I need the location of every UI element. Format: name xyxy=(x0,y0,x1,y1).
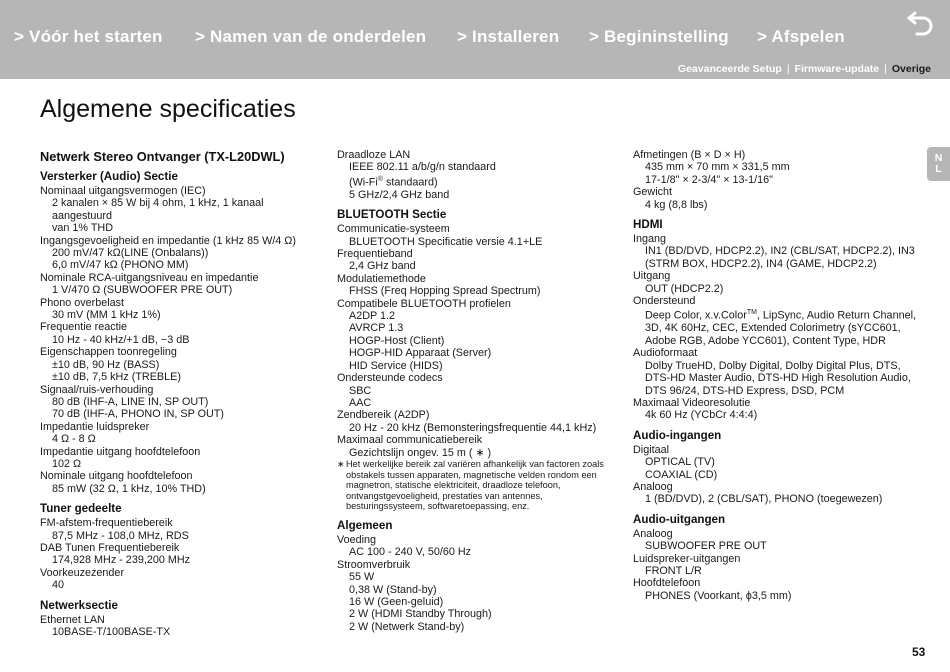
spec-value: FHSS (Freq Hopping Spread Spectrum) xyxy=(349,285,541,298)
spec-value: 16 W (Geen-geluid) xyxy=(349,595,444,608)
spec-value: 102 Ω xyxy=(52,457,82,470)
spec-value xyxy=(633,307,918,322)
product-heading: Netwerk Stereo Ontvanger (TX-L20DWL) xyxy=(40,149,285,164)
spec-value: 3D, 4K 60Hz, CEC, Extended Colorimetry (sYCC601, xyxy=(645,322,901,335)
spec-label: Ondersteund xyxy=(633,295,696,308)
spec-value: 87,5 MHz - 108,0 MHz, RDS xyxy=(52,529,189,542)
spec-column-3 xyxy=(633,149,918,602)
spec-value: IN1 (BD/DVD, HDCP2.2), IN2 (CBL/SAT, HDCP2.2), IN3 xyxy=(645,245,915,258)
spec-value: A2DP 1.2 xyxy=(349,310,396,323)
footnote xyxy=(337,459,622,512)
nav-item-before-start[interactable]: > Vóór het starten xyxy=(14,27,163,46)
spec-value: 4 Ω - 8 Ω xyxy=(52,433,96,446)
spec-value: 30 mV (MM 1 kHz 1%) xyxy=(52,309,161,322)
spec-value-part: , LipSync, Audio Return Channel, xyxy=(756,310,916,323)
spec-column-1 xyxy=(40,149,325,638)
spec-label: Audioformaat xyxy=(633,347,698,360)
spec-value: Dolby TrueHD, Dolby Digital, Dolby Digital Plus, DTS, xyxy=(645,359,901,372)
spec-value: 200 mV/47 kΩ(LINE (Onbalans)) xyxy=(52,247,209,260)
spec-label: Compatibele BLUETOOTH profielen xyxy=(337,297,511,310)
spec-value: OPTICAL (TV) xyxy=(645,456,715,469)
language-tab-letter: N xyxy=(934,152,943,164)
nav-item-part-names[interactable]: > Namen van de onderdelen xyxy=(195,27,427,46)
spec-value: HID Service (HIDS) xyxy=(349,359,443,372)
trademark-mark: TM xyxy=(746,309,757,317)
page-number: 53 xyxy=(912,645,926,659)
spec-label: Maximaal Videoresolutie xyxy=(633,396,751,409)
spec-value: ±10 dB, 90 Hz (BASS) xyxy=(52,358,160,371)
spec-label: Draadloze LAN xyxy=(337,149,411,161)
spec-value: (STRM BOX, HDCP2.2), IN4 (GAME, HDCP2.2) xyxy=(645,257,877,270)
section-heading-amplifier: Versterker (Audio) Sectie xyxy=(40,170,178,183)
nav-item-initial-setup[interactable]: > Begininstelling xyxy=(589,27,729,46)
spec-value: FRONT L/R xyxy=(645,564,702,577)
spec-value: HOGP-HID Apparaat (Server) xyxy=(349,347,492,360)
section-heading-audio-inputs: Audio-ingangen xyxy=(633,428,722,442)
language-tab-nl xyxy=(927,147,950,181)
subnav-advanced-setup[interactable]: Geavanceerde Setup xyxy=(677,63,782,75)
spec-value: SUBWOOFER PRE OUT xyxy=(645,540,767,553)
spec-value: 20 Hz - 20 kHz (Bemonsteringsfrequentie 44,1 kHz) xyxy=(349,421,597,434)
spec-value: 10 Hz - 40 kHz/+1 dB, −3 dB xyxy=(52,333,190,346)
spec-value: 6,0 mV/47 kΩ (PHONO MM) xyxy=(52,259,189,272)
spec-label: DAB Tunen Frequentiebereik xyxy=(40,541,180,554)
subnav-other[interactable]: Overige xyxy=(891,63,931,75)
spec-label: Hoofdtelefoon xyxy=(633,577,701,590)
section-heading-network: Netwerksectie xyxy=(40,598,118,612)
spec-value: OUT (HDCP2.2) xyxy=(645,282,724,295)
section-heading-bluetooth: BLUETOOTH Sectie xyxy=(337,208,447,222)
spec-value-part: (Wi-Fi xyxy=(349,176,378,189)
spec-value: 0,38 W (Stand-by) xyxy=(349,583,437,596)
section-heading-general: Algemeen xyxy=(337,518,393,532)
spec-label: Uitgang xyxy=(633,270,671,283)
spec-label: Phono overbelast xyxy=(40,296,125,309)
spec-label: Ingang xyxy=(633,233,667,246)
spec-label: Zendbereik (A2DP) xyxy=(337,409,430,422)
section-heading-hdmi: HDMI xyxy=(633,218,663,232)
spec-label: Luidspreker-uitgangen xyxy=(633,552,741,565)
spec-value: 2 W (HDMI Standby Through) xyxy=(349,608,492,621)
page-title: Algemene specificaties xyxy=(40,95,296,123)
spec-value: DTS 96/24, DTS-HD Express, DSD, PCM xyxy=(645,384,845,397)
spec-label: Voorkeuzezender xyxy=(40,566,125,579)
spec-label: Signaal/ruis-verhouding xyxy=(40,383,154,396)
spec-label: Impedantie luidspreker xyxy=(40,420,150,433)
spec-value: 80 dB (IHF-A, LINE IN, SP OUT) xyxy=(52,395,209,408)
asterisk: ∗ xyxy=(337,458,345,469)
spec-label: Eigenschappen toonregeling xyxy=(40,346,177,359)
spec-value: 5 GHz/2,4 GHz band xyxy=(349,188,450,201)
spec-label: Impedantie uitgang hoofdtelefoon xyxy=(40,445,201,458)
spec-column-2 xyxy=(337,149,622,633)
spec-label: Nominaal uitgangsvermogen (IEC) xyxy=(40,185,206,197)
spec-value: BLUETOOTH Specificatie versie 4.1+LE xyxy=(349,235,543,248)
subnav-firmware-update[interactable]: Firmware-update xyxy=(794,63,880,75)
spec-label: Communicatie-systeem xyxy=(337,223,450,236)
spec-value: 55 W xyxy=(349,571,375,584)
spec-value: ±10 dB, 7,5 kHz (TREBLE) xyxy=(52,371,181,384)
spec-label: Digitaal xyxy=(633,443,670,456)
spec-label: Analoog xyxy=(633,480,673,493)
spec-value: AC 100 - 240 V, 50/60 Hz xyxy=(349,546,472,559)
spec-label: Nominale RCA-uitgangsniveau en impedantie xyxy=(40,271,259,284)
spec-label: Analoog xyxy=(633,527,673,540)
spec-label: Gewicht xyxy=(633,186,673,199)
spec-value: 17-1/8" × 2-3/4" × 13-1/16" xyxy=(645,173,773,186)
spec-value: 1 V/470 Ω (SUBWOOFER PRE OUT) xyxy=(52,284,233,297)
spec-value: 2,4 GHz band xyxy=(349,260,416,273)
spec-label: Nominale uitgang hoofdtelefoon xyxy=(40,470,193,483)
spec-value: Gezichtslijn ongev. 15 m ( ∗ ) xyxy=(349,446,492,459)
subnav-separator: | xyxy=(884,63,887,75)
footnote-text: Het werkelijke bereik zal variëren afhankelijk van factoren zoals obstakels tussen apparaten, magnetische velden rondom een magnetron, statische elektriciteit, draadloze telefoon, ontvangstgevoeligheid, prestaties van antennes, besturingssysteem, softwaretoepassing, enz. xyxy=(346,458,604,512)
spec-label: Voeding xyxy=(337,533,377,546)
spec-value: COAXIAL (CD) xyxy=(645,468,718,481)
spec-value: 174,928 MHz - 239,200 MHz xyxy=(52,554,191,567)
subnav-separator: | xyxy=(786,63,790,75)
section-heading-audio-outputs: Audio-uitgangen xyxy=(633,512,726,526)
spec-value: PHONES (Voorkant, ϕ3,5 mm) xyxy=(645,589,792,602)
spec-value: 85 mW (32 Ω, 1 kHz, 10% THD) xyxy=(52,482,206,495)
spec-value: 435 mm × 70 mm × 331,5 mm xyxy=(645,161,790,174)
spec-label: FM-afstem-frequentiebereik xyxy=(40,517,173,530)
spec-value: 2 W (Netwerk Stand-by) xyxy=(349,620,465,633)
back-arrow-icon[interactable] xyxy=(906,8,936,36)
spec-value: SBC xyxy=(349,384,372,397)
registered-mark: ® xyxy=(377,175,383,183)
spec-label: Stroomverbruik xyxy=(337,558,411,571)
spec-value: 1 (BD/DVD), 2 (CBL/SAT), PHONO (toegewezen) xyxy=(645,493,883,506)
spec-value-part: Deep Color, x.v.Color xyxy=(645,310,747,323)
spec-value: 2 kanalen × 85 W bij 4 ohm, 1 kHz, 1 kanaal aangestuurd xyxy=(52,197,264,222)
spec-value: Adobe RGB, Adobe YCC601), Content Type, HDR xyxy=(645,334,886,347)
spec-value: DTS-HD Master Audio, DTS-HD High Resolution Audio, xyxy=(645,372,911,385)
spec-value-part: standaard) xyxy=(382,176,438,189)
spec-label: Ingangsgevoeligheid en impedantie (1 kHz 85 W/4 Ω) xyxy=(40,234,296,247)
spec-value: IEEE 802.11 a/b/g/n standaard xyxy=(349,161,496,174)
section-heading-tuner: Tuner gedeelte xyxy=(40,502,122,516)
spec-value: 4k 60 Hz (YCbCr 4:4:4) xyxy=(645,409,758,422)
nav-item-playback[interactable]: > Afspelen xyxy=(757,27,845,46)
spec-label: Ethernet LAN xyxy=(40,613,105,626)
top-navigation-bar xyxy=(0,0,950,79)
spec-value: 40 xyxy=(52,579,65,592)
language-tab-letter: L xyxy=(935,163,942,175)
spec-value: 10BASE-T/100BASE-TX xyxy=(52,626,171,638)
spec-label: Modulatiemethode xyxy=(337,272,426,285)
spec-value: HOGP-Host (Client) xyxy=(349,334,445,347)
sub-navigation xyxy=(678,63,931,75)
spec-value: AVRCP 1.3 xyxy=(349,322,404,335)
spec-label: Ondersteunde codecs xyxy=(337,372,443,385)
spec-label: Maximaal communicatiebereik xyxy=(337,434,483,447)
spec-value: AAC xyxy=(349,396,372,409)
spec-value: 4 kg (8,8 lbs) xyxy=(645,198,708,211)
spec-label: Frequentieband xyxy=(337,248,413,261)
spec-value: van 1% THD xyxy=(52,222,114,235)
spec-value xyxy=(337,174,622,189)
spec-label: Frequentie reactie xyxy=(40,321,128,334)
nav-item-install[interactable]: > Installeren xyxy=(457,27,560,46)
spec-label: Afmetingen (B × D × H) xyxy=(633,149,746,161)
spec-value: 70 dB (IHF-A, PHONO IN, SP OUT) xyxy=(52,408,224,421)
